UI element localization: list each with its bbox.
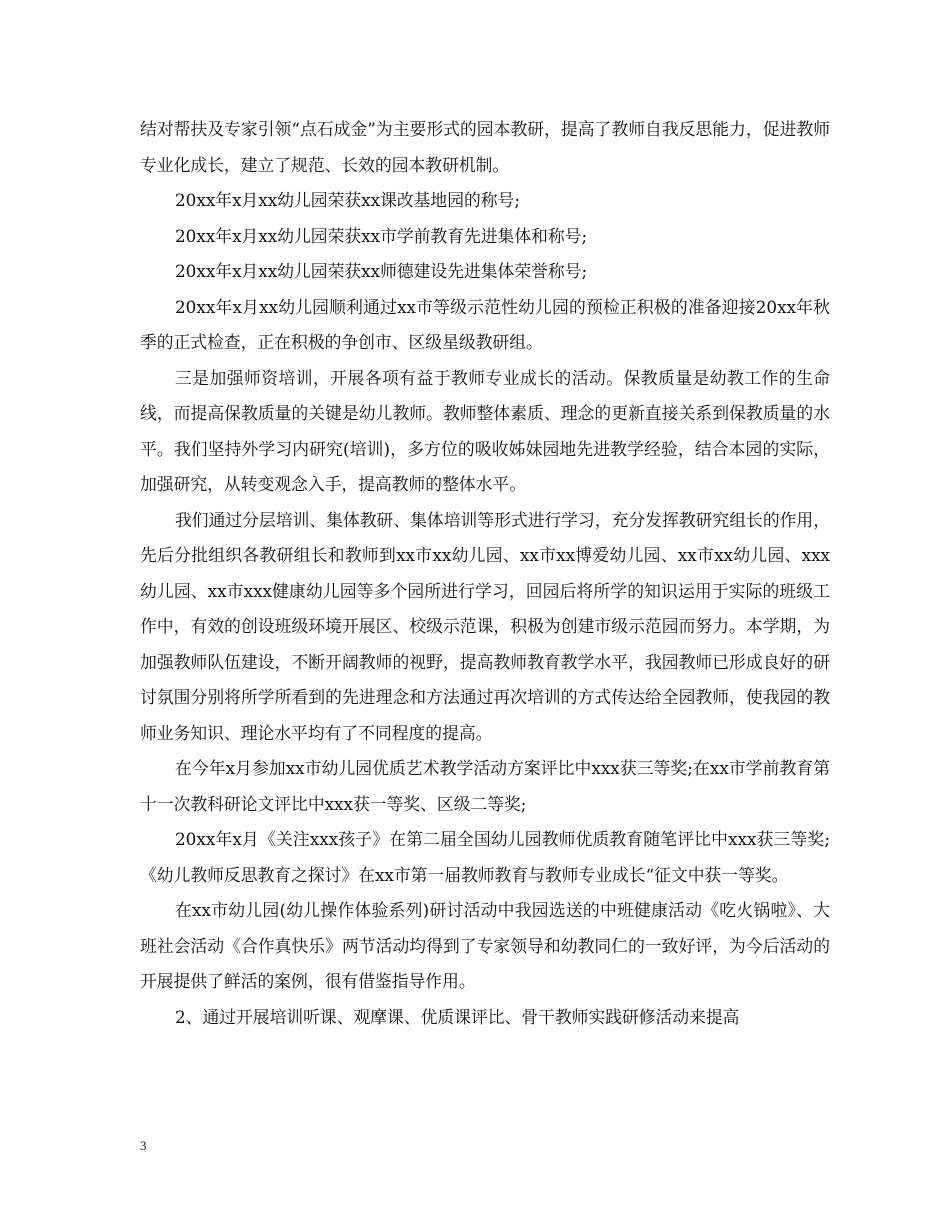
paragraph: 三是加强师资培训，开展各项有益于教师专业成长的活动。保教质量是幼教工作的生命线，而提高保教质量的关键是幼儿教师。教师整体素质、理念的更新直接关系到保教质量的水平。我们坚持外学习内研究(培训)，多方位的吸收姊妹园地先进教学经验，结合本园的实际，加强研究，从转变观念入手，提高教师的整体水平。 (140, 367, 830, 494)
paragraph: 20xx年x月xx幼儿园荣获xx市学前教育先进集体和称号; (175, 225, 588, 246)
paragraph: 在今年x月参加xx市幼儿园优质艺术教学活动方案评比中xxx获三等奖;在xx市学前教育第十一次教科研论文评比中xxx获一等奖、区级二等奖; (140, 758, 830, 814)
paragraph: 2、通过开展培训听课、观摩课、优质课评比、骨干教师实践研修活动来提高 (175, 1006, 740, 1027)
body-text (140, 112, 830, 1035)
paragraph: 在xx市幼儿园(幼儿操作体验系列)研讨活动中我园选送的中班健康活动《吃火锅啦》、大班社会活动《合作真快乐》两节活动均得到了专家领导和幼教同仁的一致好评，为今后活动的开展提供了鲜活的案例，很有借鉴指导作用。 (140, 900, 830, 991)
paragraph: 结对帮扶及专家引领“点石成金”为主要形式的园本教研，提高了教师自我反思能力，促进教师专业化成长，建立了规范、长效的园本教研机制。 (140, 119, 830, 175)
page-number: 3 (140, 1138, 147, 1153)
paragraph: 我们通过分层培训、集体教研、集体培训等形式进行学习，充分发挥教研究组长的作用，先后分批组织各教研组长和教师到xx市xx幼儿园、xx市xx博爱幼儿园、xx市xx幼儿园、xxx幼儿园、xx市xxx健康幼儿园等多个园所进行学习，回园后将所学的知识运用于实际的班级工作中，有效的创设班级环境开展区、校级示范课，积极为创建市级示范园而努力。本学期，为加强教师队伍建设，不断开阔教师的视野，提高教师教育教学水平，我园教师已形成良好的研讨氛围分别将所学所看到的先进理念和方法通过再次培训的方式传达给全园教师，使我园的教师业务知识、理论水平均有了不同程度的提高。 (140, 509, 830, 743)
paragraph: 20xx年x月《关注xxx孩子》在第二届全国幼儿园教师优质教育随笔评比中xxx获三等奖;《幼儿教师反思教育之探讨》在xx市第一届教师教育与教师专业成长“征文中获一等奖。 (140, 829, 830, 885)
paragraph: 20xx年x月xx幼儿园荣获xx师德建设先进集体荣誉称号; (175, 261, 588, 281)
paragraph: 20xx年x月xx幼儿园荣获xx课改基地园的称号; (175, 190, 520, 210)
paragraph: 20xx年x月xx幼儿园顺利通过xx市等级示范性幼儿园的预检正积极的准备迎接20xx年秋季的正式检查，正在积极的争创市、区级星级教研组。 (140, 296, 830, 352)
